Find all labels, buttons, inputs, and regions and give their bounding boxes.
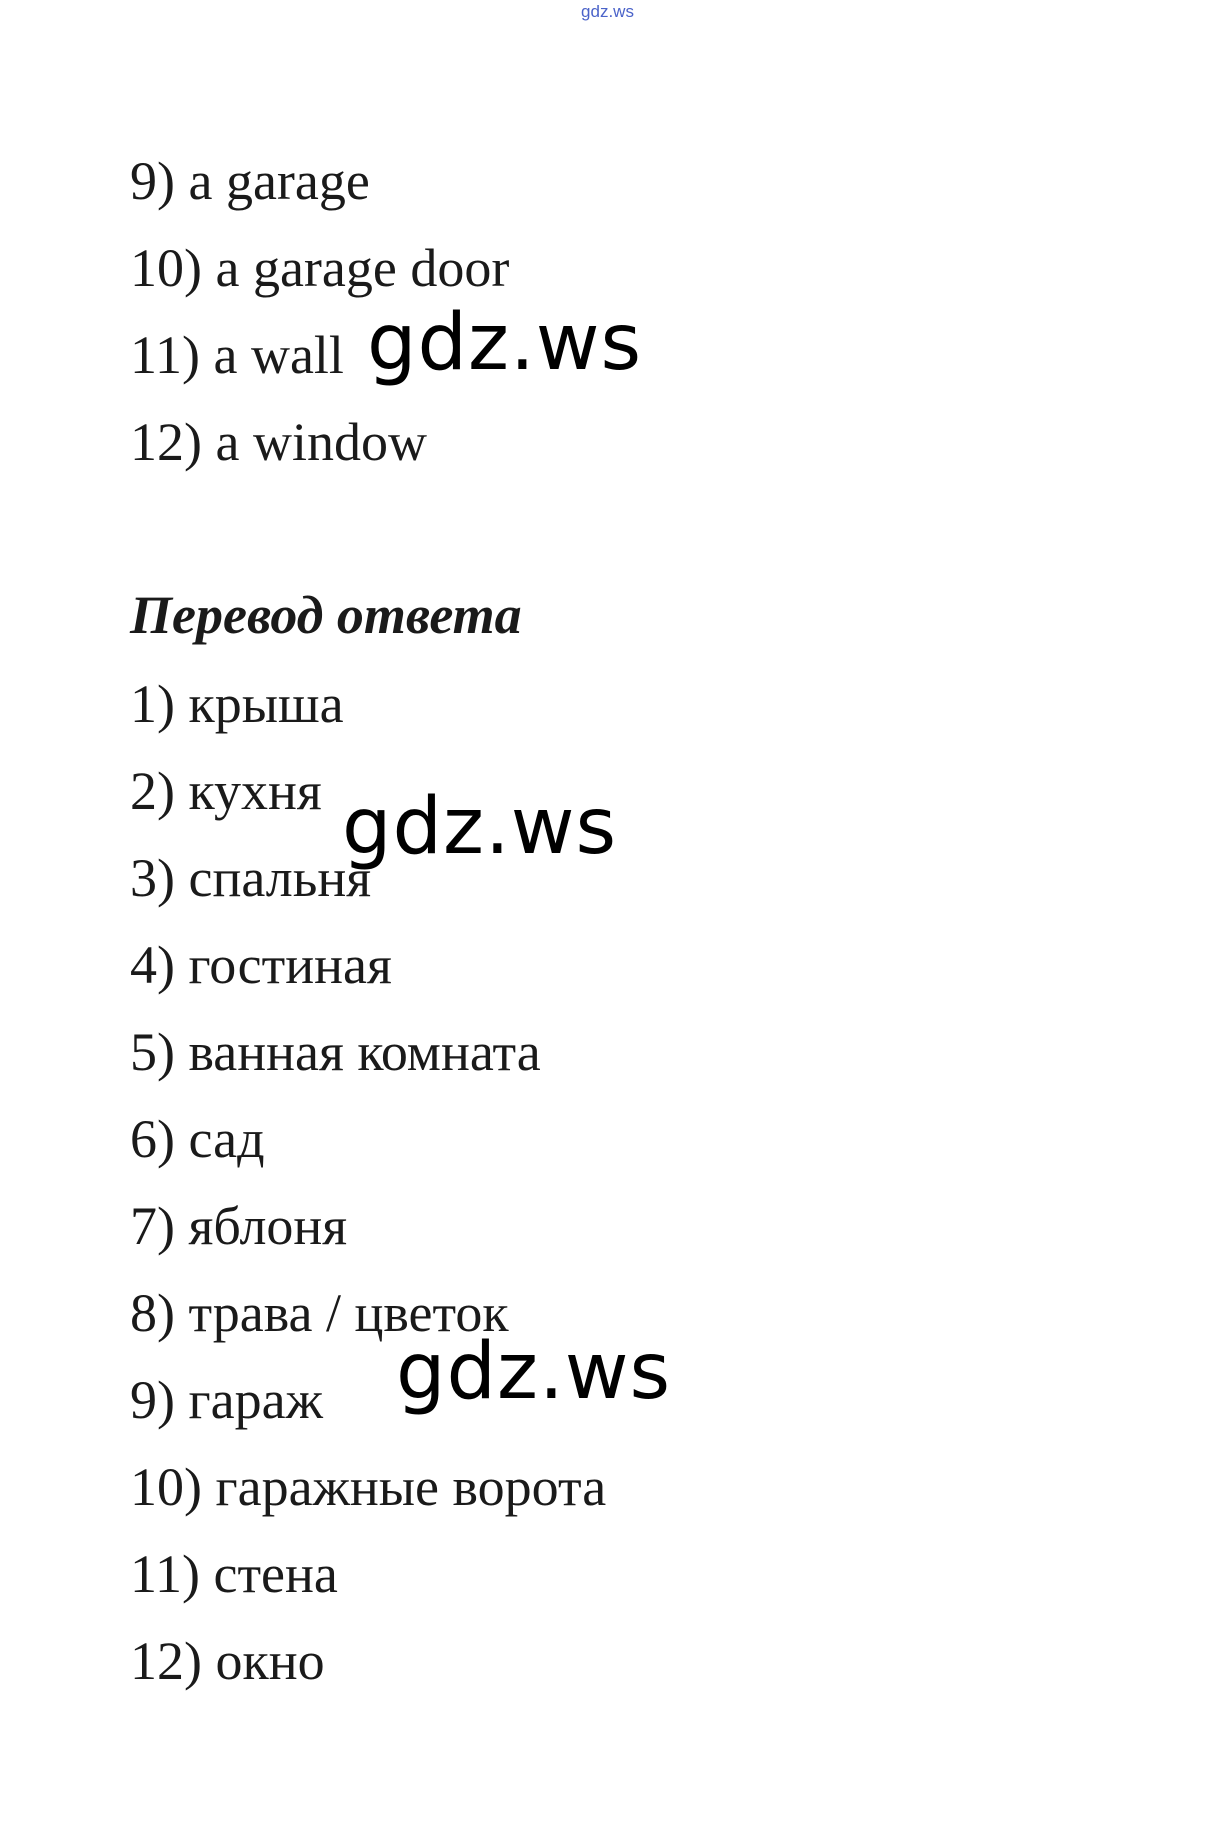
list-item: 1) крыша (130, 674, 344, 734)
list-item: 6) сад (130, 1109, 265, 1169)
list-item: 10) a garage door (130, 238, 510, 298)
list-item: 12) окно (130, 1631, 325, 1691)
watermark: gdz.ws (342, 782, 618, 872)
watermark: gdz.ws (367, 298, 643, 388)
list-item: 5) ванная комната (130, 1022, 541, 1082)
watermark: gdz.ws (396, 1327, 672, 1417)
list-item: 2) кухня (130, 761, 322, 821)
translation-heading: Перевод ответа (130, 585, 522, 645)
list-item: 3) спальня (130, 848, 372, 908)
list-item: 9) a garage (130, 151, 370, 211)
list-item: 11) a wall (130, 325, 344, 385)
list-item: 10) гаражные ворота (130, 1457, 607, 1517)
list-item: 9) гараж (130, 1370, 323, 1430)
list-item: 8) трава / цветок (130, 1283, 509, 1343)
list-item: 7) яблоня (130, 1196, 348, 1256)
list-item: 4) гостиная (130, 935, 392, 995)
list-item: 11) стена (130, 1544, 338, 1604)
site-mark-top: gdz.ws (581, 2, 634, 21)
list-item: 12) a window (130, 412, 427, 472)
